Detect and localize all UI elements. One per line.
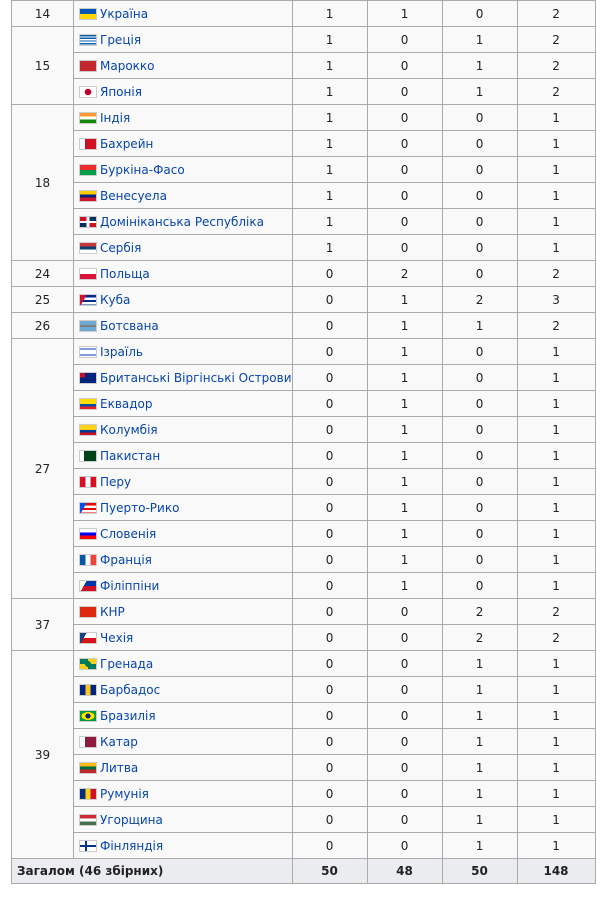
nation-link[interactable]: Індія [100, 110, 131, 125]
nation-link[interactable]: Греція [100, 32, 142, 47]
gold-count: 0 [292, 469, 367, 495]
table-row [12, 1, 596, 27]
total-count: 1 [517, 339, 595, 365]
nation-cell [74, 287, 293, 313]
total-count: 1 [517, 495, 595, 521]
bronze-count: 0 [442, 573, 517, 599]
table-row [12, 391, 596, 417]
total-count: 1 [517, 781, 595, 807]
silver-count: 0 [367, 729, 442, 755]
bronze-count: 1 [442, 807, 517, 833]
gold-count: 0 [292, 287, 367, 313]
table-row [12, 807, 596, 833]
flag-ph-icon [79, 580, 97, 592]
nation-link[interactable]: Катар [100, 734, 138, 749]
flag-gd-icon [79, 658, 97, 670]
flag-cu-icon [79, 294, 97, 306]
silver-count: 0 [367, 131, 442, 157]
total-count: 1 [517, 703, 595, 729]
nation-cell [74, 209, 293, 235]
total-count: 3 [517, 287, 595, 313]
nation-cell [74, 807, 293, 833]
table-row [12, 131, 596, 157]
bronze-count: 0 [442, 391, 517, 417]
table-row [12, 547, 596, 573]
total-total: 148 [517, 859, 595, 884]
nation-link[interactable]: Україна [100, 6, 149, 21]
bronze-count: 0 [442, 157, 517, 183]
flag-pk-icon [79, 450, 97, 462]
silver-count: 0 [367, 599, 442, 625]
total-count: 1 [517, 573, 595, 599]
nation-cell [74, 729, 293, 755]
gold-count: 0 [292, 339, 367, 365]
flag-pe-icon [79, 476, 97, 488]
table-row [12, 443, 596, 469]
nation-link[interactable]: Угорщина [100, 812, 163, 827]
total-count: 2 [517, 599, 595, 625]
total-count: 1 [517, 209, 595, 235]
total-count: 1 [517, 417, 595, 443]
total-count: 1 [517, 365, 595, 391]
nation-cell [74, 261, 293, 287]
total-count: 2 [517, 261, 595, 287]
bronze-count: 1 [442, 781, 517, 807]
flag-gr-icon [79, 34, 97, 46]
flag-cn-icon [79, 606, 97, 618]
nation-cell [74, 417, 293, 443]
table-row [12, 183, 596, 209]
nation-cell [74, 313, 293, 339]
nation-link[interactable]: Філіппіни [100, 578, 160, 593]
silver-count: 0 [367, 677, 442, 703]
gold-count: 0 [292, 703, 367, 729]
bronze-count: 0 [442, 547, 517, 573]
bronze-count: 2 [442, 287, 517, 313]
gold-count: 0 [292, 755, 367, 781]
silver-count: 0 [367, 755, 442, 781]
flag-si-icon [79, 528, 97, 540]
total-count: 2 [517, 313, 595, 339]
silver-count: 1 [367, 547, 442, 573]
silver-count: 1 [367, 365, 442, 391]
table-row [12, 339, 596, 365]
table-row [12, 209, 596, 235]
silver-count: 2 [367, 261, 442, 287]
silver-count: 1 [367, 443, 442, 469]
rank-cell: 37 [12, 599, 74, 651]
nation-link[interactable]: Франція [100, 552, 152, 567]
silver-count: 1 [367, 339, 442, 365]
nation-link[interactable]: Гренада [100, 656, 154, 671]
bronze-count: 0 [442, 521, 517, 547]
nation-link[interactable]: Сербія [100, 240, 142, 255]
gold-count: 1 [292, 131, 367, 157]
flag-lt-icon [79, 762, 97, 774]
nation-link[interactable]: Ботсвана [100, 318, 159, 333]
nation-cell [74, 79, 293, 105]
silver-count: 0 [367, 625, 442, 651]
gold-count: 0 [292, 261, 367, 287]
nation-link[interactable]: Бразилія [100, 708, 156, 723]
nation-cell [74, 573, 293, 599]
gold-count: 0 [292, 573, 367, 599]
nation-link[interactable]: Барбадос [100, 682, 161, 697]
bronze-count: 1 [442, 729, 517, 755]
bronze-count: 1 [442, 53, 517, 79]
table-row [12, 755, 596, 781]
bronze-count: 0 [442, 365, 517, 391]
silver-count: 0 [367, 209, 442, 235]
flag-jp-icon [79, 86, 97, 98]
nation-cell [74, 157, 293, 183]
flag-ma-icon [79, 60, 97, 72]
medal-table-wrapper [11, 0, 596, 884]
nation-cell [74, 443, 293, 469]
table-row [12, 703, 596, 729]
nation-cell [74, 677, 293, 703]
rank-cell: 25 [12, 287, 74, 313]
bronze-count: 0 [442, 261, 517, 287]
table-row [12, 79, 596, 105]
nation-cell [74, 703, 293, 729]
total-count: 2 [517, 27, 595, 53]
silver-count: 0 [367, 781, 442, 807]
total-count: 1 [517, 131, 595, 157]
total-count: 1 [517, 755, 595, 781]
nation-link[interactable]: Марокко [100, 58, 155, 73]
total-count: 1 [517, 807, 595, 833]
flag-ec-icon [79, 398, 97, 410]
bronze-count: 0 [442, 1, 517, 27]
nation-cell [74, 495, 293, 521]
bronze-count: 0 [442, 495, 517, 521]
gold-count: 0 [292, 599, 367, 625]
gold-count: 0 [292, 443, 367, 469]
nation-link[interactable]: Румунія [100, 786, 149, 801]
table-row [12, 625, 596, 651]
silver-count: 0 [367, 833, 442, 859]
nation-link[interactable]: Британські Віргінські Острови [100, 370, 292, 385]
gold-count: 1 [292, 79, 367, 105]
nation-cell [74, 469, 293, 495]
table-row [12, 287, 596, 313]
silver-count: 1 [367, 521, 442, 547]
flag-bh-icon [79, 138, 97, 150]
total-count: 2 [517, 79, 595, 105]
flag-ua-icon [79, 8, 97, 20]
silver-count: 1 [367, 495, 442, 521]
nation-link[interactable]: Буркіна-Фасо [100, 162, 185, 177]
total-gold: 50 [292, 859, 367, 884]
nation-link[interactable]: Литва [100, 760, 139, 775]
flag-fi-icon [79, 840, 97, 852]
nation-link[interactable]: Венесуела [100, 188, 167, 203]
silver-count: 0 [367, 27, 442, 53]
total-silver: 48 [367, 859, 442, 884]
silver-count: 0 [367, 651, 442, 677]
flag-co-icon [79, 424, 97, 436]
nation-link[interactable]: КНР [100, 604, 125, 619]
gold-count: 0 [292, 807, 367, 833]
bronze-count: 1 [442, 313, 517, 339]
bronze-count: 1 [442, 651, 517, 677]
rank-cell: 18 [12, 105, 74, 261]
gold-count: 1 [292, 209, 367, 235]
flag-in-icon [79, 112, 97, 124]
rank-cell: 26 [12, 313, 74, 339]
gold-count: 0 [292, 365, 367, 391]
nation-link[interactable]: Пуерто-Рико [100, 500, 180, 515]
flag-rs-icon [79, 242, 97, 254]
nation-link[interactable]: Колумбія [100, 422, 158, 437]
nation-cell [74, 131, 293, 157]
gold-count: 0 [292, 313, 367, 339]
nation-cell [74, 651, 293, 677]
table-row [12, 521, 596, 547]
bronze-count: 1 [442, 833, 517, 859]
total-count: 1 [517, 651, 595, 677]
table-row [12, 105, 596, 131]
gold-count: 0 [292, 833, 367, 859]
total-count: 1 [517, 391, 595, 417]
silver-count: 0 [367, 235, 442, 261]
total-count: 1 [517, 235, 595, 261]
gold-count: 0 [292, 625, 367, 651]
rank-cell: 24 [12, 261, 74, 287]
flag-cz-icon [79, 632, 97, 644]
flag-bw-icon [79, 320, 97, 332]
gold-count: 0 [292, 495, 367, 521]
nation-link[interactable]: Японія [100, 84, 142, 99]
bronze-count: 0 [442, 443, 517, 469]
bronze-count: 1 [442, 703, 517, 729]
nation-link[interactable]: Перу [100, 474, 132, 489]
table-row [12, 495, 596, 521]
bronze-count: 0 [442, 131, 517, 157]
nation-cell [74, 521, 293, 547]
nation-cell [74, 183, 293, 209]
table-row [12, 729, 596, 755]
total-count: 1 [517, 443, 595, 469]
table-row [12, 573, 596, 599]
total-count: 2 [517, 625, 595, 651]
bronze-count: 0 [442, 235, 517, 261]
bronze-count: 2 [442, 625, 517, 651]
gold-count: 1 [292, 53, 367, 79]
total-row [12, 859, 596, 884]
nation-link[interactable]: Чехія [100, 630, 134, 645]
silver-count: 0 [367, 105, 442, 131]
nation-link[interactable]: Словенія [100, 526, 157, 541]
rank-cell: 14 [12, 1, 74, 27]
gold-count: 0 [292, 729, 367, 755]
flag-br-icon [79, 710, 97, 722]
flag-il-icon [79, 346, 97, 358]
total-count: 1 [517, 105, 595, 131]
silver-count: 1 [367, 391, 442, 417]
table-row [12, 599, 596, 625]
total-count: 1 [517, 183, 595, 209]
nation-link[interactable]: Куба [100, 292, 131, 307]
total-count: 1 [517, 833, 595, 859]
gold-count: 1 [292, 183, 367, 209]
gold-count: 0 [292, 417, 367, 443]
gold-count: 0 [292, 547, 367, 573]
silver-count: 1 [367, 287, 442, 313]
bronze-count: 1 [442, 677, 517, 703]
silver-count: 0 [367, 703, 442, 729]
nation-cell [74, 625, 293, 651]
nation-cell [74, 599, 293, 625]
gold-count: 1 [292, 105, 367, 131]
rank-cell: 39 [12, 651, 74, 859]
nation-cell [74, 781, 293, 807]
bronze-count: 0 [442, 417, 517, 443]
table-row [12, 235, 596, 261]
silver-count: 0 [367, 53, 442, 79]
gold-count: 0 [292, 677, 367, 703]
total-count: 1 [517, 547, 595, 573]
flag-do-icon [79, 216, 97, 228]
gold-count: 1 [292, 157, 367, 183]
total-count: 1 [517, 469, 595, 495]
table-row [12, 469, 596, 495]
nation-cell [74, 53, 293, 79]
table-row [12, 53, 596, 79]
table-row [12, 157, 596, 183]
bronze-count: 0 [442, 339, 517, 365]
total-count: 1 [517, 521, 595, 547]
bronze-count: 1 [442, 27, 517, 53]
table-row [12, 365, 596, 391]
silver-count: 1 [367, 469, 442, 495]
rank-cell: 15 [12, 27, 74, 105]
silver-count: 1 [367, 573, 442, 599]
nation-cell [74, 105, 293, 131]
bronze-count: 1 [442, 755, 517, 781]
nation-cell [74, 365, 293, 391]
flag-ro-icon [79, 788, 97, 800]
nation-link[interactable]: Польща [100, 266, 150, 281]
silver-count: 0 [367, 183, 442, 209]
nation-link[interactable]: Домініканська Республіка [100, 214, 264, 229]
flag-bf-icon [79, 164, 97, 176]
nation-link[interactable]: Бахрейн [100, 136, 154, 151]
gold-count: 0 [292, 781, 367, 807]
nation-link[interactable]: Еквадор [100, 396, 153, 411]
rank-cell: 27 [12, 339, 74, 599]
nation-cell [74, 755, 293, 781]
nation-cell [74, 391, 293, 417]
total-count: 2 [517, 53, 595, 79]
silver-count: 1 [367, 313, 442, 339]
flag-ve-icon [79, 190, 97, 202]
bronze-count: 0 [442, 209, 517, 235]
flag-fr-icon [79, 554, 97, 566]
total-label: Загалом (46 збірних) [12, 859, 293, 884]
table-row [12, 781, 596, 807]
flag-vg-icon [79, 372, 97, 384]
silver-count: 1 [367, 1, 442, 27]
flag-qa-icon [79, 736, 97, 748]
gold-count: 0 [292, 651, 367, 677]
table-row [12, 833, 596, 859]
silver-count: 1 [367, 417, 442, 443]
nation-cell [74, 547, 293, 573]
nation-cell [74, 339, 293, 365]
table-row [12, 417, 596, 443]
flag-pl-icon [79, 268, 97, 280]
flag-bb-icon [79, 684, 97, 696]
nation-link[interactable]: Пакистан [100, 448, 161, 463]
nation-link[interactable]: Ізраїль [100, 344, 143, 359]
table-row [12, 651, 596, 677]
total-count: 1 [517, 729, 595, 755]
gold-count: 0 [292, 521, 367, 547]
table-row [12, 313, 596, 339]
bronze-count: 2 [442, 599, 517, 625]
bronze-count: 0 [442, 183, 517, 209]
gold-count: 1 [292, 27, 367, 53]
medal-table-body [12, 1, 596, 859]
gold-count: 0 [292, 391, 367, 417]
nation-cell [74, 235, 293, 261]
medal-table [11, 0, 596, 884]
total-count: 1 [517, 157, 595, 183]
silver-count: 0 [367, 79, 442, 105]
bronze-count: 0 [442, 105, 517, 131]
nation-cell [74, 27, 293, 53]
gold-count: 1 [292, 235, 367, 261]
bronze-count: 1 [442, 79, 517, 105]
table-row [12, 27, 596, 53]
total-bronze: 50 [442, 859, 517, 884]
bronze-count: 0 [442, 469, 517, 495]
silver-count: 0 [367, 157, 442, 183]
gold-count: 1 [292, 1, 367, 27]
flag-hu-icon [79, 814, 97, 826]
nation-link[interactable]: Фінляндія [100, 838, 164, 853]
total-count: 2 [517, 1, 595, 27]
table-row [12, 261, 596, 287]
nation-cell [74, 833, 293, 859]
silver-count: 0 [367, 807, 442, 833]
table-row [12, 677, 596, 703]
total-count: 1 [517, 677, 595, 703]
nation-cell [74, 1, 293, 27]
flag-pr-icon [79, 502, 97, 514]
